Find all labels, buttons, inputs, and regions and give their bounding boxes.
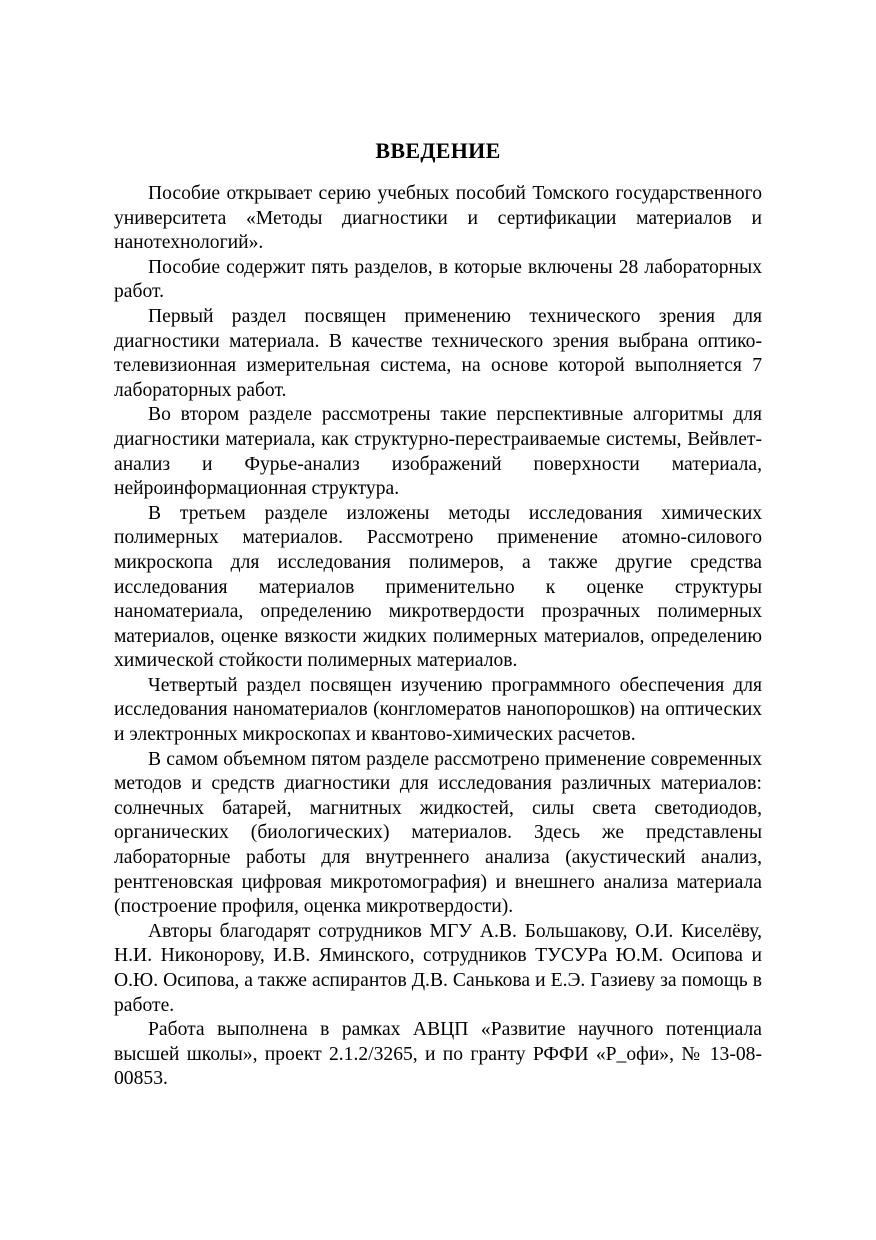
paragraph-section-3: В третьем разделе изложены методы исследования химических полимерных материалов. Рассмотрено применение атомно-силового микроскопа для исследования полимеров, а также другие средства исследования материалов применительно к оценке структуры наноматериала, определению микротвердости прозрачных полимерных материалов, оценке вязкости жидких полимерных материалов, определению химической стойкости полимерных материалов. xyxy=(114,502,762,672)
document-page xyxy=(114,136,762,1092)
paragraph-section-5: В самом объемном пятом разделе рассмотрено применение современных методов и средств диагностики для исследования различных материалов: солнечных батарей, магнитных жидкостей, силы света светодиодов, органических (биологических) материалов. Здесь же представлены лабораторные работы для внутреннего анализа (акустический анализ, рентгеновская цифровая микротомография) и внешнего анализа материала (построение профиля, оценка микротвердости). xyxy=(114,748,762,918)
paragraph-section-4: Четвертый раздел посвящен изучению программного обеспечения для исследования наноматериалов (конгломератов нанопорошков) на оптических и электронных микроскопах и квантово-химических расчетов. xyxy=(114,674,762,746)
paragraph-sections-count: Пособие содержит пять разделов, в которые включены 28 лабораторных работ. xyxy=(114,256,762,303)
paragraph-intro: Пособие открывает серию учебных пособий Томского государственного университета «Методы диагностики и сертификации материалов и нанотехнологий». xyxy=(114,183,762,254)
paragraph-funding: Работа выполнена в рамках АВЦП «Развитие научного потенциала высшей школы», проект 2.1.2/3265, и по гранту РФФИ «Р_офи», № 13-08-00853. xyxy=(114,1019,762,1090)
paragraph-acknowledgements: Авторы благодарят сотрудников МГУ А.В. Большакову, О.И. Киселёву, Н.И. Никонорову, И.В. Яминского, сотрудников ТУСУРа Ю.М. Осипова и О.Ю. Осипова, а также аспирантов Д.В. Санькова и Е.Э. Газиеву за помощь в работе. xyxy=(114,920,762,1016)
page-title: ВВЕДЕНИЕ xyxy=(375,138,501,163)
paragraph-section-1: Первый раздел посвящен применению технического зрения для диагностики материала. В качестве технического зрения выбрана оптико-телевизионная измерительная система, на основе которой выполняется 7 лабораторных работ. xyxy=(114,305,762,401)
paragraph-section-2: Во втором разделе рассмотрены такие перспективные алгоритмы для диагностики материала, как структурно-перестраиваемые системы, Вейвлет-анализ и Фурье-анализ изображений поверхности материала, нейроинформационная структура. xyxy=(114,404,762,500)
